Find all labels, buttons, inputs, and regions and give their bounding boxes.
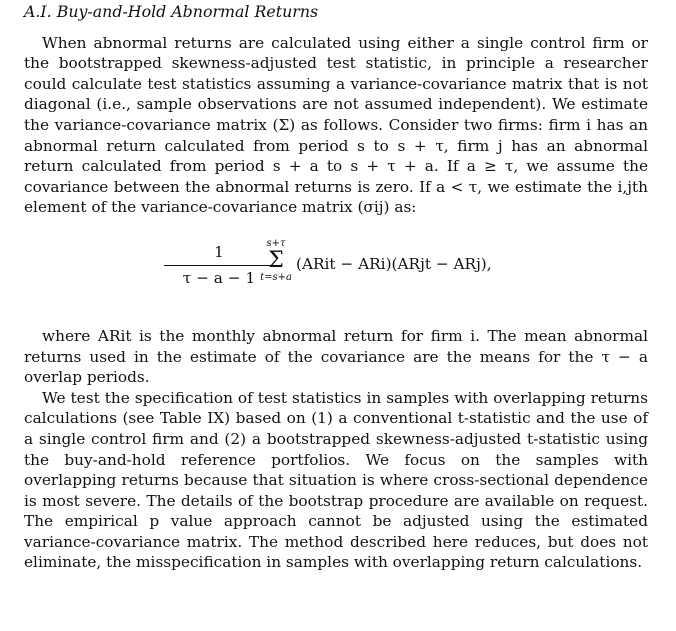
summation <box>256 238 296 284</box>
section-heading: A.I. Buy-and-Hold Abnormal Returns <box>24 2 319 21</box>
covariance-formula <box>24 232 648 312</box>
paper-page <box>24 0 648 573</box>
formula-denominator: τ − a − 1 <box>182 268 256 287</box>
paragraph-1: When abnormal returns are calculated using either a single control firm or the bootstrapped skewness-adjusted test statistic, in principle a researcher could calculate test statistics assuming a variance-covariance matrix that is not diagonal (i.e., sample observations are not assumed independent). We estimate the variance-covariance matrix (Σ) as follows. Consider two firms: firm i has an abnormal return calculated from period s to s + τ, firm j has an abnormal return calculated from period s + a to s + τ + a. If a ≥ τ, we assume the covariance between the abnormal returns is zero. If a < τ, we estimate the i,jth element of the variance-covariance matrix (σij) as: <box>24 33 648 217</box>
sum-lower-limit: t=s+a <box>260 271 292 283</box>
paragraph-2: where ARit is the monthly abnormal return for firm i. The mean abnormal returns used in the estimate of the covariance are the means for the τ − a overlap periods. <box>24 326 648 387</box>
sum-upper-limit: s+τ <box>266 237 286 249</box>
formula-expression: (ARit − ARi)(ARjt − ARj), <box>296 254 492 273</box>
formula-numerator: 1 <box>214 242 224 261</box>
paragraph-3: We test the specification of test statistics in samples with overlapping returns calculations (see Table IX) based on (1) a conventional t-statistic and the use of a single control firm and (2) a bootstrapped skewness-adjusted t-statistic using the buy-and-hold reference portfolios. We focus on the samples with overlapping returns because that situation is where cross-sectional dependence is most severe. The details of the bootstrap procedure are available on request. The empirical p value approach cannot be adjusted using the estimated variance-covariance matrix. The method described here reduces, but does not eliminate, the misspecification in samples with overlapping return calculations. <box>24 388 648 572</box>
sigma-symbol: Σ <box>268 247 284 273</box>
